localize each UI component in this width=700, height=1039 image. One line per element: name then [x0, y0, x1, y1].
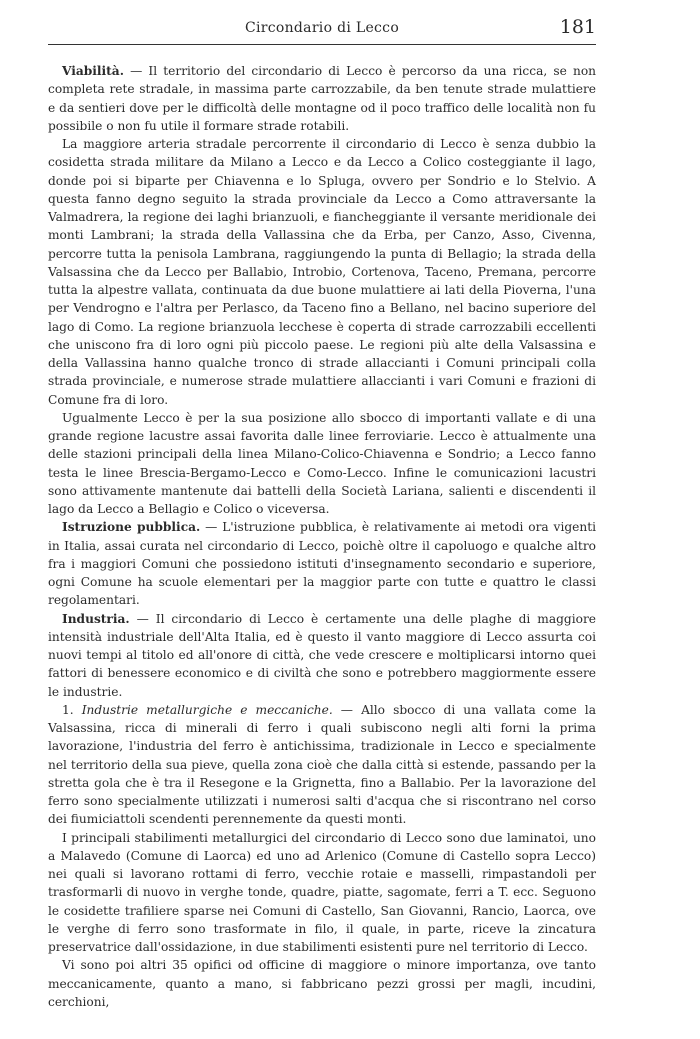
paragraph-viabilita	[48, 62, 596, 135]
header-rule	[48, 44, 596, 45]
section-label-viabilita: Viabilità.	[62, 64, 124, 78]
paragraph-ferrovie: Ugualmente Lecco è per la sua posizione allo sbocco di importanti vallate e di una grande regione lacustre assai favorita dalle linee ferroviarie. Lecco è attualmente una delle stazioni principali della linea Milano-Colico-Chiavenna e Sondrio; a Lecco fanno testa le linee Brescia-Bergamo-Lecco e Como-Lecco. Infine le comunicazioni lacustri sono attivamente mantenute dai battelli della Società Lariana, salienti e discendenti il lago da Lecco a Bellagio e Colico o viceversa.	[48, 410, 596, 516]
subsection-title: Industrie metallurgiche e meccaniche.	[81, 702, 333, 717]
paragraph-istruzione	[48, 518, 596, 609]
page-header	[48, 12, 596, 42]
paragraph-text: — L'istruzione pubblica, è relativamente ai metodi ora vigenti in Italia, assai curata nel circondario di Lecco, poichè oltre il capoluogo e qualche altro fra i maggiori Comuni che possiedono istituti d'insegnamento secondario e superiore, ogni Comune ha scuole elementari per la maggior parte con tutte e quattro le classi regolamentari.	[48, 520, 596, 608]
paragraph-industrie-metallurgiche	[48, 701, 596, 829]
paragraph-strade: La maggiore arteria stradale percorrente il circondario di Lecco è senza dubbio la cosidetta strada militare da Milano a Lecco e da Lecco a Colico costeggiante il lago, donde poi si biparte per Chiavenna e lo Spluga, ovvero per Sondrio e lo Stelvio. A questa fanno degno seguito la strada provinciale da Lecco a Como attraversante la Valmadrera, la regione dei laghi brianzuoli, e fiancheggiante il versante meridionale dei monti Lambrani; la strada della Vallassina che da Erba, per Canzo, Asso, Civenna, percorre tutta la penisola Lambrana, raggiungendo la punta di Bellagio; la strada della Valsassina che da Lecco per Ballabio, Introbio, Cortenova, Taceno, Premana, percorre tutta la alpestre vallata, continuata da due buone mulattiere ai lati della Pioverna, l'una per Vendrogno e l'altra per Perlasco, da Taceno fino a Bellano, nel bacino superiore del lago di Como. La regione brianzuola lecchese è coperta di strade carrozzabili eccellenti che uniscono fra di loro ogni più piccolo paese. Le regioni più alte della Valsassina e della Vallassina hanno qualche tronco di strade allaccianti i Comuni principali colla strada provinciale, e numerose strade mulattiere allaccianti i vari Comuni e frazioni di Comune fra di loro.	[48, 137, 596, 407]
paragraph-opifici: Vi sono poi altri 35 opifici od officine di maggiore o minore importanza, ove tanto meccanicamente, quanto a mano, si fabbricano pezzi grossi per magli, incudini, cerchioni,	[48, 958, 596, 1009]
paragraph-text: — Il circondario di Lecco è certamente una delle plaghe di maggiore intensità industriale dell'Alta Italia, ed è questo il vanto maggiore di Lecco assurta coi nuovi tempi al titolo ed all'onore di città, che vede crescere e moltiplicarsi intorno quei fattori di benessere economico e di civiltà che sono e potrebbero maggiormente essere le industrie.	[48, 611, 596, 699]
body-text	[48, 62, 596, 1011]
paragraph-stabilimenti: I principali stabilimenti metallurgici del circondario di Lecco sono due laminatoi, uno a Malavedo (Comune di Laorca) ed uno ad Arlenico (Comune di Castello sopra Lecco) nei quali si lavorano rottami di ferro, vecchie rotaie e masselli, rimpastandoli per trasformarli di nuovo in verghe tonde, quadre, piatte, sagomate, ferri a T. ecc. Seguono le cosidette trafiliere sparse nei Comuni di Castello, San Giovanni, Rancio, Laorca, ove le verghe di ferro sono trasformate in filo, il quale, in parte, riceve la zincatura preservatrice dall'ossidazione, in due stabilimenti esistenti pure nel territorio di Lecco.	[48, 830, 596, 954]
paragraph-text: — Il territorio del circondario di Lecco è percorso da una ricca, se non completa rete stradale, in massima parte carrozzabile, da ben tenute strade mulattiere e da sentieri dove per le difficoltà delle montagne od il poco traffico delle località non fu possibile o non fu utile il formare strade rotabili.	[48, 64, 596, 133]
paragraph-text: — Allo sbocco di una vallata come la Valsassina, ricca di minerali di ferro i quali subiscono negli alti forni la prima lavorazione, l'industria del ferro è antichissima, tradizionale in Lecco e specialmente nel territorio della sua pieve, quella zona cioè che dalla città si estende, passando per la stretta gola che è tra il Resegone e la Grignetta, fino a Ballabio. Per la lavorazione del ferro sono specialmente utilizzati i numerosi salti d'acqua che si riscontrano nel corso dei fiumiciattoli scendenti perennemente da questi monti.	[48, 702, 596, 827]
section-label-industria: Industria.	[62, 611, 130, 626]
running-title: Circondario di Lecco	[244, 20, 400, 36]
page-number: 181	[559, 16, 596, 38]
section-label-istruzione: Istruzione pubblica.	[62, 520, 201, 535]
paragraph-industria	[48, 610, 596, 701]
subsection-number: 1.	[62, 702, 82, 717]
